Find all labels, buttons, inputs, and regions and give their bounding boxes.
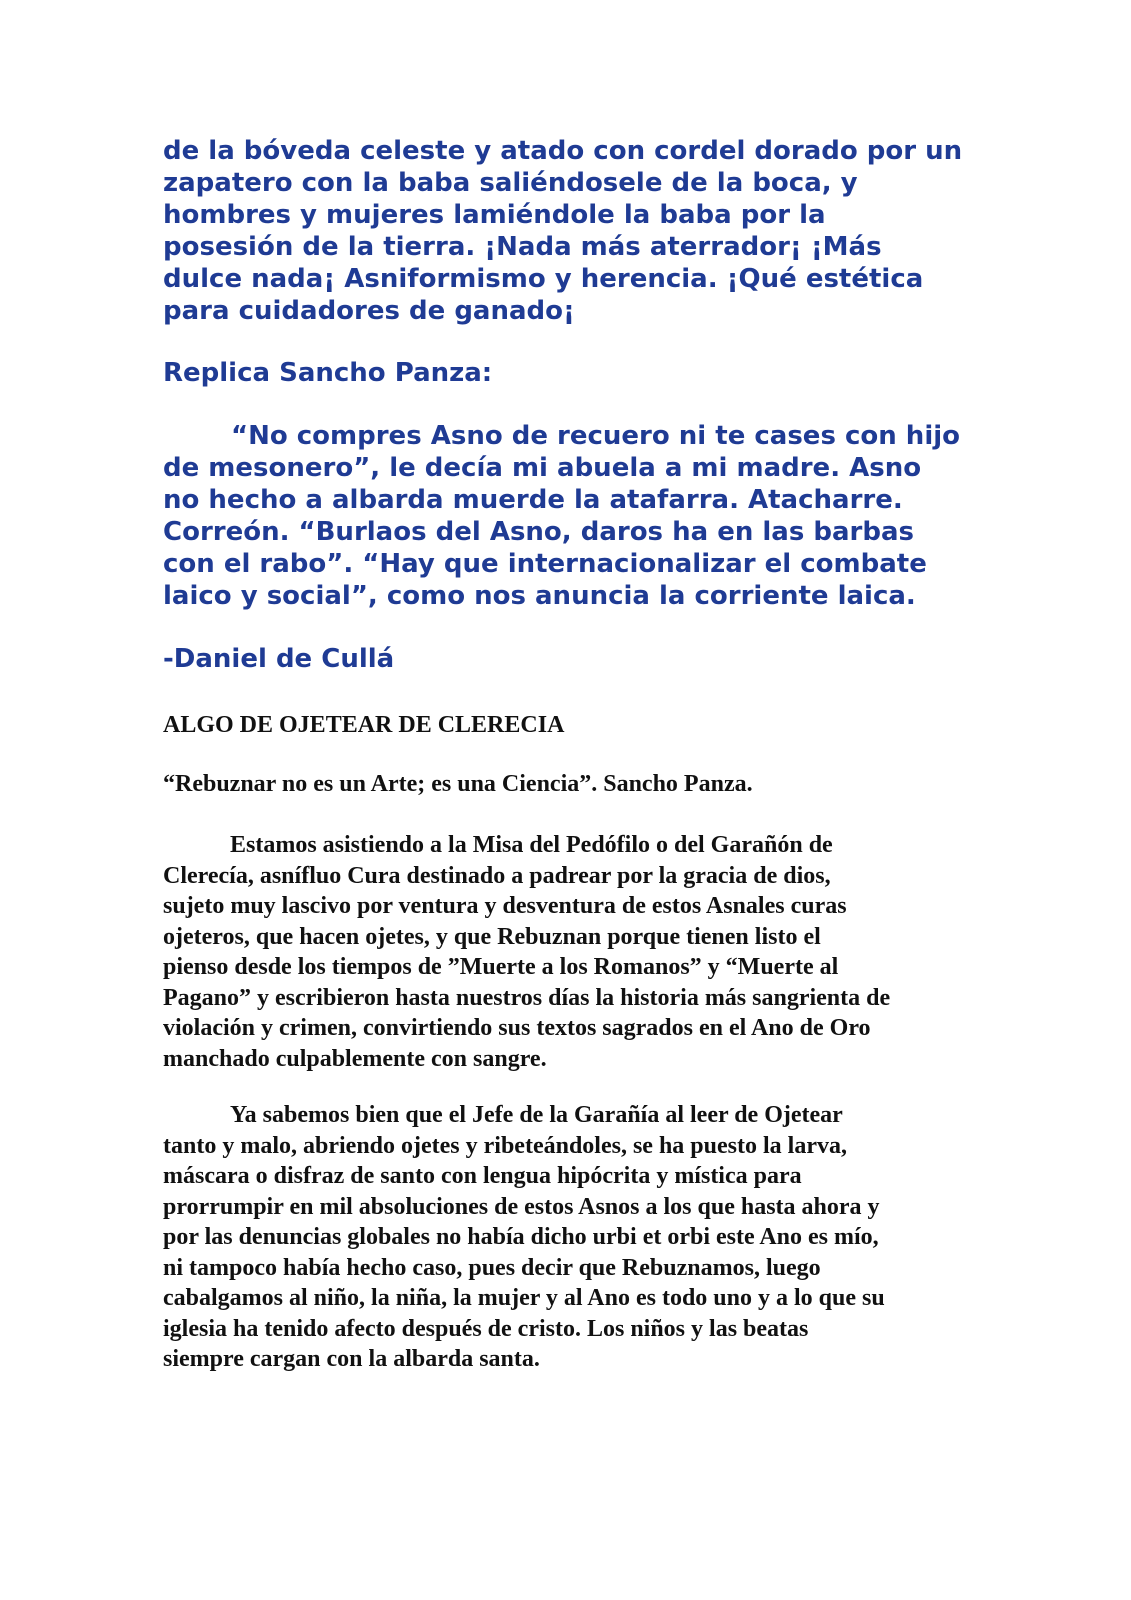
paragraph-3 xyxy=(163,830,890,1074)
text-line: “No compres Asno de recuero ni te cases con hijo xyxy=(231,421,961,451)
text-line: de la bóveda celeste y atado con cordel dorado por un xyxy=(163,136,963,166)
text-line: no hecho a albarda muerde la atafarra. Atacharre. xyxy=(163,485,903,515)
replica-heading: Replica Sancho Panza: xyxy=(163,358,493,388)
signature: -Daniel de Cullá xyxy=(163,644,395,674)
text-line: prorrumpir en mil absoluciones de estos Asnos a los que hasta ahora y xyxy=(163,1193,880,1220)
text-line: por las denuncias globales no había dicho urbi et orbi este Ano es mío, xyxy=(163,1224,879,1250)
text-line: iglesia ha tenido afecto después de cristo. Los niños y las beatas xyxy=(163,1315,809,1342)
text-line: máscara o disfraz de santo con lengua hipócrita y mística para xyxy=(163,1163,802,1189)
text-line: para cuidadores de ganado¡ xyxy=(163,296,575,326)
text-line: violación y crimen, convirtiendo sus textos sagrados en el Ano de Oro xyxy=(163,1015,871,1041)
text-line: pienso desde los tiempos de ”Muerte a los Romanos” y “Muerte al xyxy=(163,954,839,980)
text-line: posesión de la tierra. ¡Nada más aterrador¡ ¡Más xyxy=(163,232,882,262)
text-line: Ya sabemos bien que el Jefe de la Garañía al leer de Ojetear xyxy=(230,1102,843,1128)
epigraph: “Rebuznar no es un Arte; es una Ciencia”. Sancho Panza. xyxy=(163,771,753,797)
text-line: zapatero con la baba saliéndosele de la boca, y xyxy=(163,168,858,198)
text-line: sujeto muy lascivo por ventura y desventura de estos Asnales curas xyxy=(163,893,847,919)
paragraph-2 xyxy=(163,420,960,612)
text-line: ni tampoco había hecho caso, pues decir que Rebuznamos, luego xyxy=(163,1254,821,1281)
text-line: tanto y malo, abriendo ojetes y ribeteándoles, se ha puesto la larva, xyxy=(163,1132,847,1159)
text-line: siempre cargan con la albarda santa. xyxy=(163,1346,540,1372)
paragraph-1 xyxy=(163,135,962,327)
text-line: Estamos asistiendo a la Misa del Pedófilo o del Garañón de xyxy=(230,832,833,858)
text-line: Pagano” y escribieron hasta nuestros días la historia más sangrienta de xyxy=(163,984,891,1011)
text-line: de mesonero”, le decía mi abuela a mi madre. Asno xyxy=(163,453,922,483)
text-line: Clerecía, asnífluo Cura destinado a padrear por la gracia de dios, xyxy=(163,862,831,889)
text-line: laico y social”, como nos anuncia la corriente laica. xyxy=(163,581,916,611)
paragraph-4 xyxy=(163,1100,885,1375)
section-title: ALGO DE OJETEAR DE CLERECIA xyxy=(163,712,565,738)
text-line: Correón. “Burlaos del Asno, daros ha en las barbas xyxy=(163,517,914,547)
text-line: hombres y mujeres lamiéndole la baba por la xyxy=(163,200,826,230)
text-line: dulce nada¡ Asniformismo y herencia. ¡Qué estética xyxy=(163,264,924,294)
text-line: con el rabo”. “Hay que internacionalizar el combate xyxy=(163,549,927,579)
text-line: cabalgamos al niño, la niña, la mujer y al Ano es todo uno y a lo que su xyxy=(163,1285,885,1311)
text-line: manchado culpablemente con sangre. xyxy=(163,1045,547,1072)
text-line: ojeteros, que hacen ojetes, y que Rebuznan porque tienen listo el xyxy=(163,923,821,950)
